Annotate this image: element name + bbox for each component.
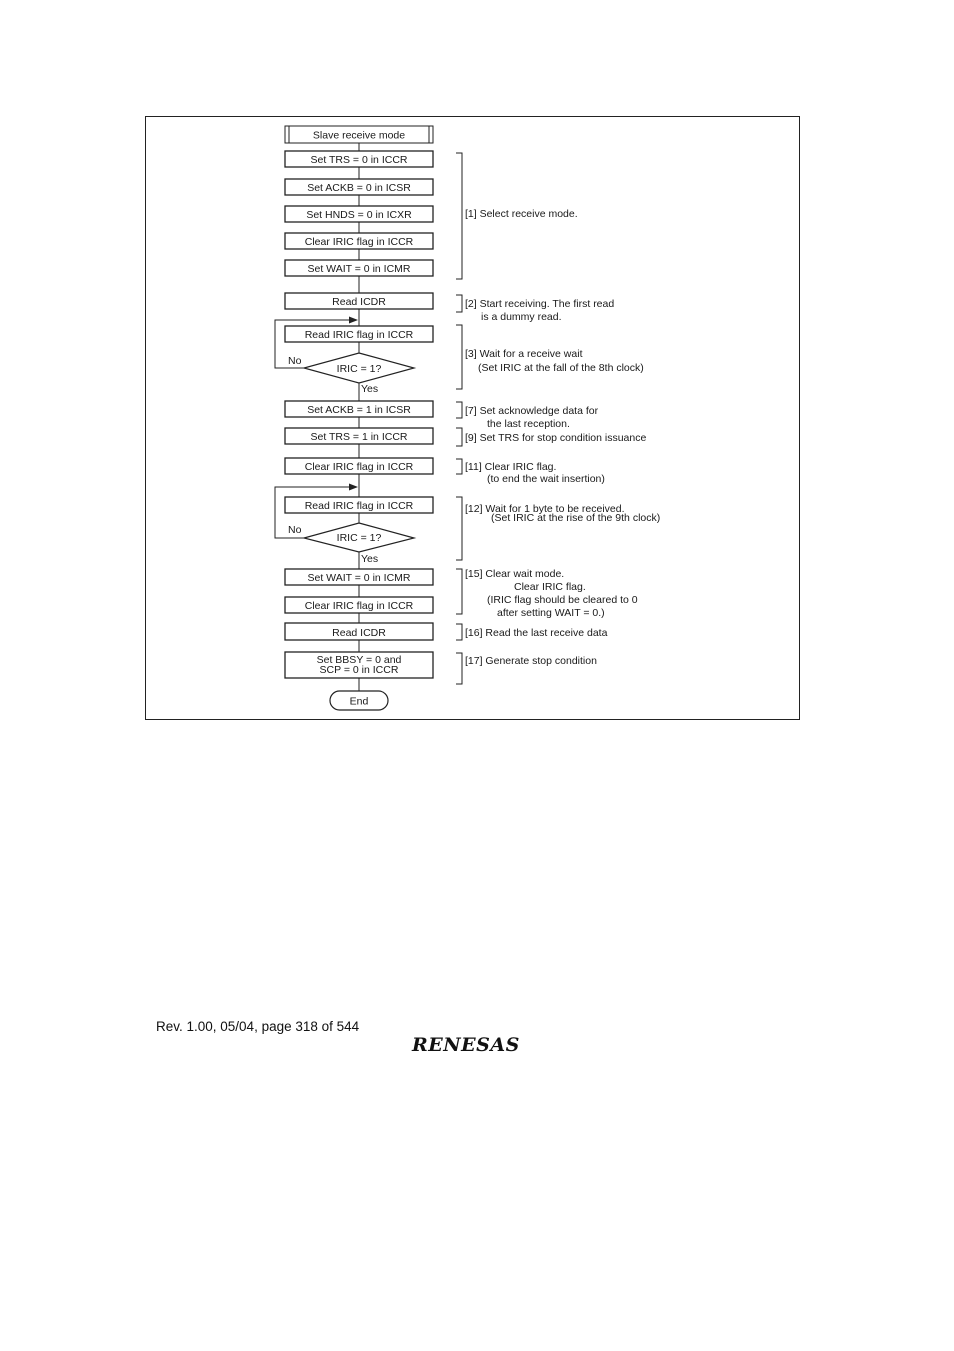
annotation-15-line1: [15] Clear wait mode. [465, 568, 565, 580]
step-hnds0-label: Set HNDS = 0 in ICXR [306, 209, 412, 221]
decision-1-yes: Yes [361, 383, 379, 395]
annotation-7-line2: the last reception. [487, 418, 570, 430]
step-clear2-label: Clear IRIC flag in ICCR [304, 461, 414, 473]
decision-2-yes: Yes [361, 553, 379, 565]
annotation-12-line1: [12] Wait for 1 byte to be received. [465, 503, 625, 515]
step-stop-label-2: SCP = 0 in ICCR [319, 664, 399, 676]
annotation-7-line1: [7] Set acknowledge data for [465, 405, 599, 417]
decision-2-label: IRIC = 1? [336, 532, 382, 544]
annotation-15-line4: after setting WAIT = 0.) [497, 607, 605, 619]
step-readiric1-label: Read IRIC flag in ICCR [304, 329, 414, 341]
annotation-2-line2: is a dummy read. [481, 311, 562, 323]
annotation-1: [1] Select receive mode. [465, 208, 578, 220]
step-trs0-label: Set TRS = 0 in ICCR [310, 154, 408, 166]
step-wait0a-label: Set WAIT = 0 in ICMR [307, 263, 411, 275]
end-label: End [349, 695, 369, 708]
step-ackb1-label: Set ACKB = 1 in ICSR [307, 404, 411, 416]
decision-2-no: No [288, 524, 302, 536]
step-stop-label-1: Set BBSY = 0 and [316, 654, 402, 666]
annotation-3-line1: [3] Wait for a receive wait [465, 348, 583, 360]
step-clear1-label: Clear IRIC flag in ICCR [304, 236, 414, 248]
step-wait0b-label: Set WAIT = 0 in ICMR [307, 572, 411, 584]
step-ackb0-label: Set ACKB = 0 in ICSR [307, 182, 411, 194]
step-readiric2-label: Read IRIC flag in ICCR [304, 500, 414, 512]
annotation-16: [16] Read the last receive data [465, 627, 608, 639]
step-read1-label: Read ICDR [332, 296, 386, 308]
annotation-15-line3: (IRIC flag should be cleared to 0 [487, 594, 638, 606]
step-trs1-label: Set TRS = 1 in ICCR [310, 431, 408, 443]
start-box [285, 126, 433, 143]
step-read2-label: Read ICDR [332, 627, 386, 639]
renesas-logo: RENESAS [412, 1034, 520, 1056]
annotation-12-line2: (Set IRIC at the rise of the 9th clock) [491, 512, 661, 524]
start-label: Slave receive mode [312, 129, 406, 142]
annotation-9: [9] Set TRS for stop condition issuance [465, 432, 647, 444]
annotation-11-line2: (to end the wait insertion) [487, 473, 605, 485]
annotation-3-line2: (Set IRIC at the fall of the 8th clock) [478, 362, 644, 374]
annotation-17: [17] Generate stop condition [465, 655, 597, 667]
step-clear3-label: Clear IRIC flag in ICCR [304, 600, 414, 612]
annotation-2-line1: [2] Start receiving. The first read [465, 298, 615, 310]
decision-1-no: No [288, 355, 302, 367]
annotation-15-line2: Clear IRIC flag. [514, 581, 586, 593]
annotation-11-line1: [11] Clear IRIC flag. [465, 461, 557, 473]
decision-1-label: IRIC = 1? [336, 363, 382, 375]
page-footer: Rev. 1.00, 05/04, page 318 of 544 [156, 1019, 360, 1034]
